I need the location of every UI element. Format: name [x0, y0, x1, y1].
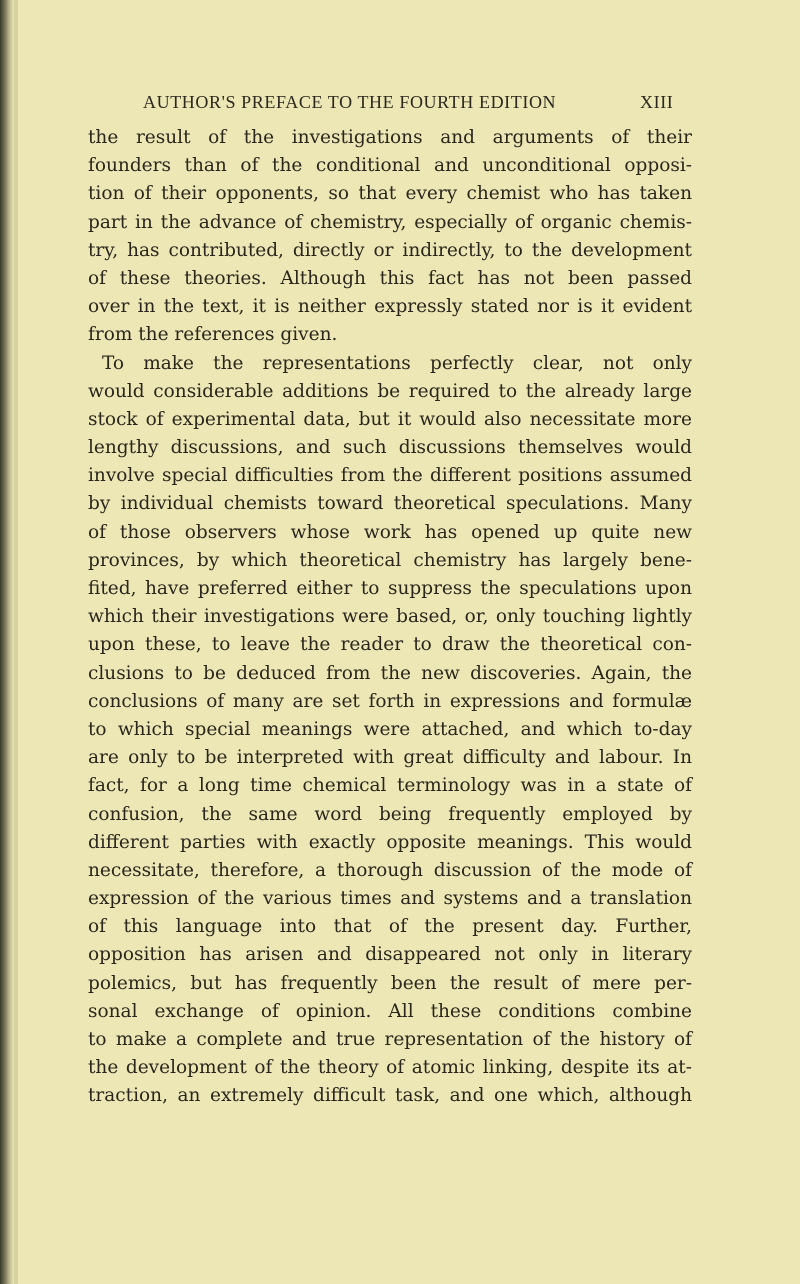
text-line: polemics, but has frequently been the result of mere per- — [88, 972, 692, 994]
text-line: lengthy discussions, and such discussions themselves would — [88, 437, 692, 459]
text-line: provinces, by which theoretical chemistry has largely bene- — [88, 549, 692, 571]
text-line: would considerable additions be required to the already large — [88, 380, 692, 402]
text-line: over in the text, it is neither expressly stated nor is it evident — [88, 296, 692, 318]
text-line: which their investigations were based, or, only touching lightly — [88, 606, 692, 628]
page-body — [88, 124, 692, 1111]
text-line: fact, for a long time chemical terminology was in a state of — [88, 775, 692, 797]
text-line: founders than of the conditional and unconditional opposi- — [88, 155, 692, 177]
text-line: of those observers whose work has opened up quite new — [88, 521, 692, 543]
text-line: expression of the various times and systems and a translation — [88, 888, 692, 910]
text-line: of this language into that of the present day. Further, — [88, 916, 692, 938]
text-line: try, has contributed, directly or indirectly, to the development — [88, 239, 692, 261]
text-line: confusion, the same word being frequently employed by — [88, 803, 692, 825]
text-line: from the references given. — [88, 324, 338, 346]
text-line: part in the advance of chemistry, especially of organic chemis- — [88, 211, 692, 233]
paragraph-start-line: To make the representations perfectly clear, not only — [102, 352, 692, 374]
page-number: XIII — [640, 92, 674, 112]
book-binding-shadow — [0, 0, 14, 1284]
text-line: the development of the theory of atomic linking, despite its at- — [88, 1057, 692, 1079]
text-line: opposition has arisen and disappeared not only in literary — [88, 944, 692, 966]
text-line: different parties with exactly opposite meanings. This would — [88, 831, 692, 853]
text-line: stock of experimental data, but it would also necessitate more — [88, 408, 692, 430]
text-line: involve special difficulties from the different positions assumed — [88, 465, 692, 487]
text-line: to which special meanings were attached, and which to-day — [88, 718, 692, 740]
text-line: sonal exchange of opinion. All these conditions combine — [88, 1000, 692, 1022]
text-line: clusions to be deduced from the new discoveries. Again, the — [88, 662, 692, 684]
text-line: are only to be interpreted with great difficulty and labour. In — [88, 747, 692, 769]
text-line: traction, an extremely difficult task, and one which, although — [88, 1085, 692, 1107]
page-edge — [14, 0, 18, 1284]
text-line: necessitate, therefore, a thorough discussion of the mode of — [88, 859, 692, 881]
text-line: conclusions of many are set forth in expressions and formulæ — [88, 690, 692, 712]
text-line: of these theories. Although this fact has not been passed — [88, 267, 692, 289]
text-line: by individual chemists toward theoretical speculations. Many — [88, 493, 692, 515]
text-line: tion of their opponents, so that every chemist who has taken — [88, 183, 692, 205]
text-line: upon these, to leave the reader to draw the theoretical con- — [88, 634, 692, 656]
text-line: to make a complete and true representation of the history of — [88, 1029, 692, 1050]
text-line: the result of the investigations and arguments of their — [88, 127, 692, 148]
text-line: fited, have preferred either to suppress the speculations upon — [88, 578, 692, 599]
header-title: AUTHOR'S PREFACE TO THE FOURTH EDITION — [143, 92, 557, 112]
